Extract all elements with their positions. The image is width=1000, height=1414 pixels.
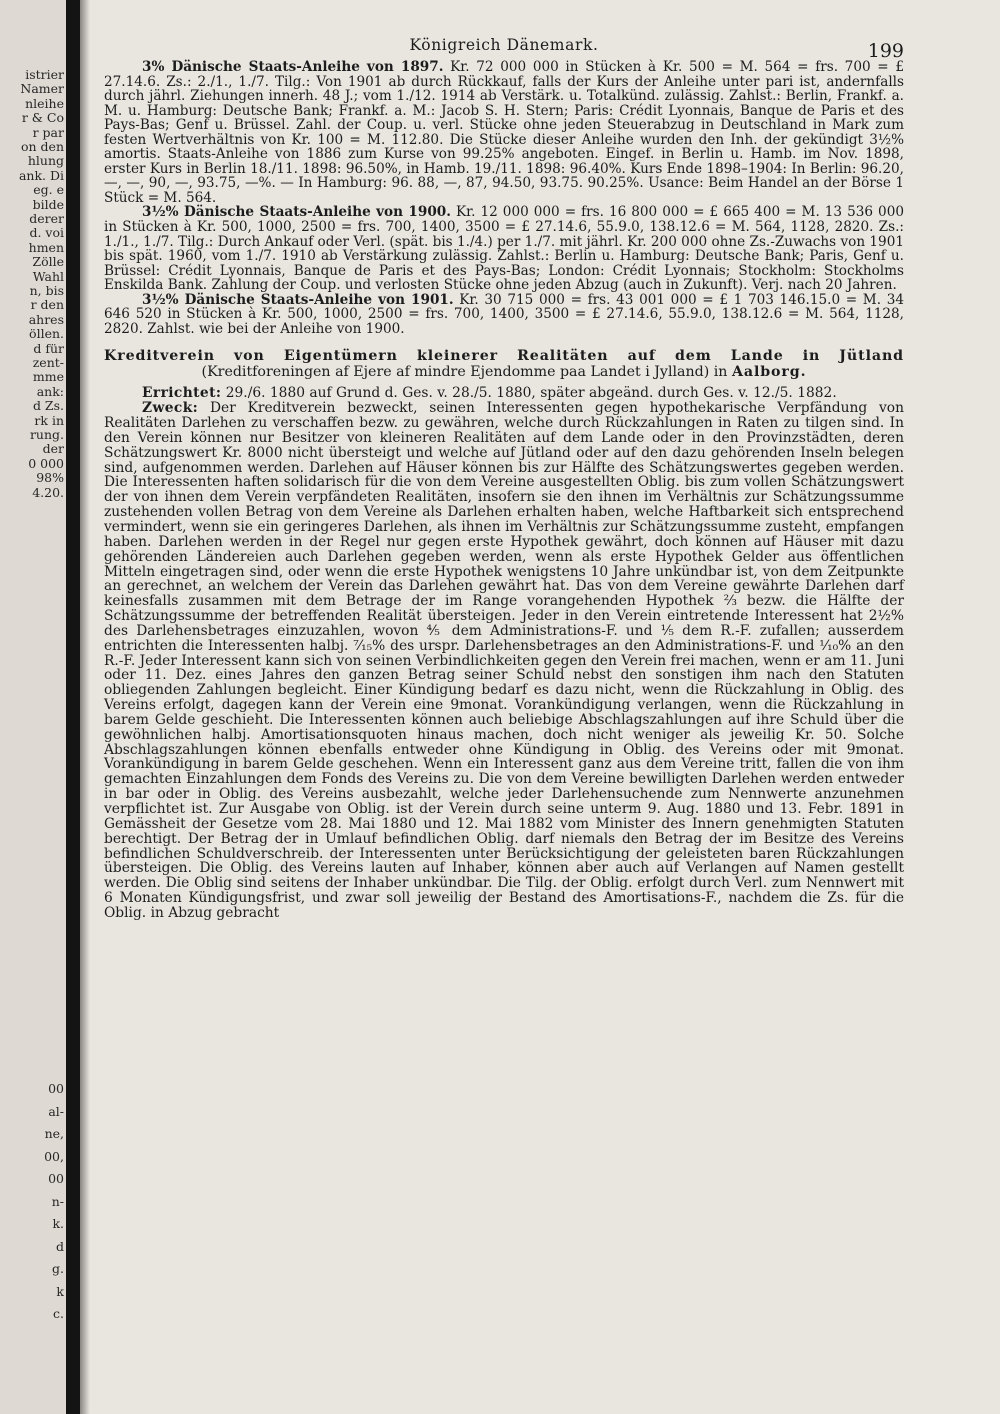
margin-fragment: istrier — [25, 67, 64, 82]
loan-entry — [104, 293, 904, 337]
section-title-danish: (Kreditforeningen af Ejere af mindre Ejendomme paa Landet i Jylland) in — [201, 364, 728, 381]
section-title-bold: Kreditverein von Eigentümern kleinerer Realitäten auf dem Lande in Jütland — [104, 348, 904, 365]
margin-fragment: rk in — [34, 412, 64, 428]
established-label: Errichtet: — [142, 385, 222, 402]
margin-fragment: Namer — [20, 81, 64, 97]
margin-fragment: r den — [30, 297, 64, 313]
margin-fragment: d. voi — [29, 225, 64, 241]
margin-fragment: n- — [51, 1193, 64, 1209]
left-margin-previous-page — [0, 0, 66, 1414]
loan-text: Kr. 12 000 000 = frs. 16 800 000 = £ 665 400 = M. 13 536 000 in Stücken à Kr. 500, 1000, 2500 = frs. 700, 1400, 3500 = £ 27.14.6, 55.9.0, 138.12.6 = M. 564, 1128, 2820. Zs.: 1./1., 1./7. Tilg.: Durch Ankauf oder Verl. (spät. bis 1./4.) per 1./7. mit jährl. Kr. 200 000 ohne Zs.-Zuwachs von 1901 bis spät. 1960, vom 1./7. 1910 ab Verstärkung zulässig. Zahlst.: Berlin u. Hamburg: Deutsche Bank; Paris, Genf u. Brüssel: Crédit Lyonnais, Banque de Paris et des Pays-Bas; London: Crédit Lyonnais; Stockholm: Stockholms Enskilda Bank. Zahlung der Coup. und verlosten Stücke ohne jeden Abzug (auch in Zukunft). Verj. nach 20 Jahren. — [104, 204, 904, 294]
margin-fragment: ahres — [28, 311, 64, 327]
margin-fragment: 00, — [44, 1148, 64, 1164]
page-number: 199 — [867, 40, 904, 62]
margin-fragment: zent- — [32, 355, 64, 370]
margin-fragment: k — [56, 1283, 64, 1299]
loan-entry — [104, 205, 904, 292]
margin-fragment: rung. — [29, 427, 64, 442]
margin-fragment: al- — [48, 1103, 64, 1119]
margin-fragment: eg. e — [33, 182, 64, 198]
margin-fragment: c. — [53, 1306, 64, 1321]
margin-fragment: bilde — [32, 196, 64, 212]
purpose-text: Der Kreditverein bezweckt, seinen Interessenten gegen hypothekarische Verpfändung von Realitäten Darlehen zu verschaffen bezw. zu gewähren, welche durch Rückzahlungen in Raten zu tilgen sind. In den Verein können nur Besitzer von kleineren Realitäten auf dem Lande oder in den Provinzstädten, deren Schätzungswert Kr. 8000 nicht übersteigt und welche auf Jütland oder auf den dazu gehörenden Inseln belegen sind, aufgenommen werden. Darlehen auf Häuser können bis zur Hälfte des Schätzungswertes gegeben werden. Die Interessenten haften solidarisch für die von dem Vereine ausgestellten Oblig. bis zum vollen Schätzungswert der von ihnen dem Verein verpfändeten Realitäten, insofern sie den ihnen im Verhältnis zur Schätzungssumme zustehenden vollen Betrag von dem Vereine als Darlehen erhalten haben, welche Haftbarkeit sich entsprechend vermindert, wenn sie ein geringeres Darlehen, als ihnen im Verhältnis zur Schätzungssumme zusteht, empfangen haben. Darlehen werden in der Regel nur gegen erste Hypothek gewährt, doch können auf Häuser mit dazu gehörenden Ländereien auch Darlehen gegeben werden, wenn als erste Hypothek Gelder aus öffentlichen Mitteln eingetragen sind, oder wenn die erste Hypothek wenigstens 10 Jahre unkündbar ist, von dem Zeitpunkte an gerechnet, an welchem der Verein das Darlehen gewährt hat. Das von dem Vereine gewährte Darlehen darf keinesfalls zusammen mit dem Betrage der im Range vorangehenden Hypothek ⅔ bezw. die Hälfte der Schätzungssumme der betreffenden Realität übersteigen. Jeder in den Verein eintretende Interessent hat 2½% des Darlehensbetrages einzuzahlen, wovon ⅘ dem Administrations-F. und ⅕ dem R.-F. zufallen; ausserdem entrichten die Interessenten halbj. ⁷⁄₁₅% des urspr. Darlehensbetrages an den Administrations-F. und ¹⁄₁₀% an den R.-F. Jeder Interessent kann sich von seinen Verbindlichkeiten gegen den Verein frei machen, wenn er am 11. Juni oder 11. Dez. eines Jahres den ganzen Betrag seiner Schuld nebst den sonstigen ihm nach den Statuten obliegenden Zahlungen begleicht. Einer Kündigung bedarf es dazu nicht, wenn die Rückzahlung in Oblig. des Vereins erfolgt, dagegen kann der Verein eine 9monat. Vorankündigung verlangen, wenn die Rückzahlung in barem Gelde geschieht. Die Interessenten können auch beliebige Abschlagszahlungen auf ihre Schuld über die gewöhnlichen halbj. Amortisationsquoten hinaus machen, doch nicht weniger als jeweilig Kr. 50. Solche Abschlagszahlungen können ebenfalls entweder ohne Kündigung in Oblig. des Vereins oder mit 9monat. Vorankündigung in barem Gelde geschehen. Wenn ein Interessent ganz aus dem Vereine tritt, fallen die von ihm gemachten Einzahlungen dem Fonds des Vereins zu. Die von dem Vereine bewilligten Darlehen werden entweder in bar oder in Oblig. des Vereins ausbezahlt, welche jeder Darlehensuchende zum Nennwerte anzunehmen verpflichtet ist. Zur Ausgabe von Oblig. ist der Verein durch seine unterm 9. Aug. 1880 und 13. Febr. 1891 in Gemässheit der Gesetze vom 28. Mai 1880 und 12. Mai 1882 vom Minister des Innern genehmigten Statuten berechtigt. Der Betrag der in Umlauf befindlichen Oblig. darf niemals den Betrag der im Besitze des Vereins befindlichen Schuldverschreib. der Interessenten unter Berücksichtigung der geleisteten baren Rückzahlungen übersteigen. Die Oblig. des Vereins lauten auf Inhaber, können aber auch auf Verlangen auf Namen gestellt werden. Die Oblig sind seitens der Inhaber unkündbar. Die Tilg. der Oblig. erfolgt durch Verl. zum Nennwert mit 6 Monaten Kündigungsfrist, und zwar soll jeweilig der Bestand des Amortisations-F., nachdem die Zs. für die Oblig. in Abzug gebracht — [104, 400, 904, 921]
purpose-label: Zweck: — [142, 400, 199, 417]
margin-fragment: mme — [32, 369, 64, 385]
section-body — [104, 386, 904, 920]
margin-fragment: der — [42, 441, 64, 457]
margin-fragment: 00 — [48, 1081, 64, 1096]
margin-fragment: hlung — [27, 153, 64, 169]
margin-fragment: ne, — [44, 1126, 64, 1141]
loan-heading: 3½% Dänische Staats-Anleihe von 1900. — [142, 204, 451, 221]
margin-fragment: 4.20. — [32, 484, 64, 500]
margin-fragment: nleihe — [25, 95, 64, 111]
margin-fragment: ank: — [36, 383, 64, 399]
margin-fragment: 0 000 — [28, 455, 64, 471]
loan-text: Kr. 30 715 000 = frs. 43 001 000 = £ 1 703 146.15.0 = M. 34 646 520 in Stücken à Kr. 500, 1000, 2500 = frs. 700, 1400, 3500 = £ 27.14.6, 55.9.0, 138.12.6 = M. 564, 1128, 2820. Zahlst. wie bei der Anleihe von 1900. — [104, 291, 905, 337]
loan-heading: 3½% Dänische Staats-Anleihe von 1901. — [142, 291, 454, 308]
running-title: Königreich Dänemark. — [409, 36, 599, 54]
margin-fragment: r & Co — [21, 110, 64, 126]
established-text: 29./6. 1880 auf Grund d. Ges. v. 28./5. 1880, später abgeänd. durch Ges. v. 12./5. 1882. — [225, 385, 837, 402]
margin-fragment: on den — [21, 139, 64, 154]
margin-fragment: d Zs. — [32, 398, 64, 414]
loan-entry — [104, 60, 904, 205]
margin-fragment: d für — [33, 340, 64, 356]
margin-fragment: r par — [32, 124, 64, 140]
loan-heading: 3% Dänische Staats-Anleihe von 1897. — [142, 59, 444, 75]
loan-entries — [104, 60, 904, 336]
margin-fragment: g. — [52, 1261, 64, 1276]
margin-fragment: n, bis — [29, 283, 64, 298]
purpose-paragraph — [104, 401, 904, 921]
margin-fragment: hmen — [28, 239, 64, 255]
margin-fragment: derer — [29, 211, 64, 226]
section-heading — [104, 348, 904, 380]
margin-fragment: ank. Di — [18, 167, 64, 183]
gutter-shadow — [80, 0, 90, 1414]
margin-fragment: Zölle — [32, 254, 64, 270]
loan-text: Kr. 72 000 000 in Stücken à Kr. 500 = M. 564 = frs. 700 = £ 27.14.6. Zs.: 2./1., 1./7. Tilg.: Von 1901 ab durch Rückkauf, falls der Kurs der Anleihe unter pari ist, andernfalls durch jährl. Ziehungen innerh. 48 J.; vom 1./12. 1914 ab Verstärk. u. Totalkünd. zulässig. Zahlst.: Berlin, Frankf. a. M. u. Hamburg: Deutsche Bank; Frankf. a. M.: Jacob S. H. Stern; Paris: Crédit Lyonnais, Banque de Paris et des Pays-Bas; Genf u. Brüssel. Zahl. der Coup. u. verl. Stücke ohne jeden Steuerabzug in Deutschland in Mark zum festen Wertverhältnis von Kr. 100 = M. 112.80. Die Stücke dieser Anleihe wurden den Inh. der gekündigt 3½% amortis. Staats-Anleihe von 1886 zum Kurse von 99.25% angeboten. Eingef. in Berlin u. Hamb. im Nov. 1898, erster Kurs in Berlin 18./11. 1898: 96.50%, in Hamb. 19./11. 1898: 96.40%. Kurs Ende 1898–1904: In Berlin: 96.20, —, —, 90, —, 93.75, —%. — In Hamburg: 96. 88, —, 87, 94.50, 93.75. 90.25%. Usance: Beim Handel an der Börse 1 Stück = M. 564. — [104, 59, 904, 206]
margin-fragment: 00 — [48, 1171, 64, 1186]
margin-fragment: k. — [52, 1216, 64, 1231]
book-gutter — [66, 0, 80, 1414]
established-paragraph — [104, 386, 904, 401]
page-content — [104, 30, 904, 921]
margin-fragment: 98% — [36, 470, 64, 486]
margin-fragment: öllen. — [29, 326, 64, 342]
section-title-city: Aalborg. — [731, 364, 807, 381]
margin-fragment: d — [55, 1238, 64, 1254]
running-head — [104, 30, 904, 60]
margin-fragment: Wahl — [32, 268, 64, 284]
